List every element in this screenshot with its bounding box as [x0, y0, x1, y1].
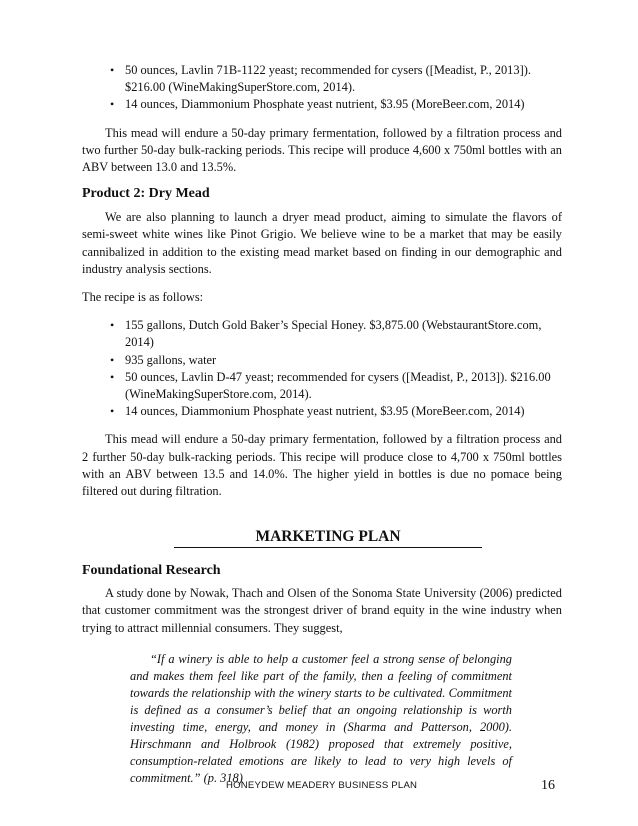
- recipe-intro: The recipe is as follows:: [82, 290, 204, 305]
- product2-heading: Product 2: Dry Mead: [82, 186, 210, 202]
- top-bullet-list: [82, 62, 562, 114]
- paragraph: This mead will endure a 50-day primary fermentation, followed by a filtration process and 2 further 50-day bulk-racking periods. This recipe will produce close to 4,700 x 750ml bottles with an ABV between 13.5 and 14.0%. The higher yield in bottles is due no pomace being filtered out during filtration.: [82, 432, 562, 499]
- section-title: MARKETING PLAN: [174, 527, 482, 548]
- list-item: • 155 gallons, Dutch Gold Baker’s Special Honey. $3,875.00 (WebstaurantStore.com, 2014): [82, 317, 562, 351]
- foundational-research-heading: Foundational Research: [82, 563, 221, 579]
- recipe-bullet-list: [82, 317, 562, 420]
- list-item: • 14 ounces, Diammonium Phosphate yeast nutrient, $3.95 (MoreBeer.com, 2014): [82, 403, 562, 420]
- footer-title: HONEYDEW MEADERY BUSINESS PLAN: [226, 780, 418, 791]
- page-number: 16: [541, 778, 555, 793]
- page-footer: [0, 778, 638, 798]
- page-content: [82, 62, 562, 787]
- list-item: • 50 ounces, Lavlin D-47 yeast; recommended for cysers ([Meadist, P., 2013]). $216.00 (WineMakingSuperStore.com, 2014).: [82, 369, 562, 403]
- paragraph: This mead will endure a 50-day primary fermentation, followed by a filtration process and two further 50-day bulk-racking periods. This recipe will produce 4,600 x 750ml bottles with an ABV between 13.0 and 13.5%.: [82, 125, 562, 175]
- list-item: • 935 gallons, water: [82, 352, 562, 369]
- quote-text: “If a winery is able to help a customer feel a strong sense of belonging and makes them feel like part of the family, then a feeling of commitment towards the relationship with the winery starts to be cultivated. Commitment is defined as a consumer’s belief that an ongoing relationship is worth investing time, energy, and money in (Sharma and Patterson, 2000). Hirschmann and Holbrook (1982) proposed that extremely positive, consumption-related emotions are likely to lead to very high levels of commitment.” (p. 318): [130, 651, 512, 785]
- list-item: • 14 ounces, Diammonium Phosphate yeast nutrient, $3.95 (MoreBeer.com, 2014): [82, 96, 562, 113]
- paragraph: We are also planning to launch a dryer mead product, aiming to simulate the flavors of semi-sweet white wines like Pinot Grigio. We believe wine to be a market that may be easily cannibalized in addition to the existing mead market based on finding in our demographic and industry analysis sections.: [82, 210, 562, 276]
- paragraph: A study done by Nowak, Thach and Olsen of the Sonoma State University (2006) predicted that customer commitment was the strongest driver of brand equity in the wine industry when trying to attract millennial consumers. They suggest,: [82, 586, 562, 635]
- list-item: • 50 ounces, Lavlin 71B-1122 yeast; recommended for cysers ([Meadist, P., 2013]). $216.00 (WineMakingSuperStore.com, 2014).: [82, 62, 562, 96]
- block-quote: [130, 651, 512, 787]
